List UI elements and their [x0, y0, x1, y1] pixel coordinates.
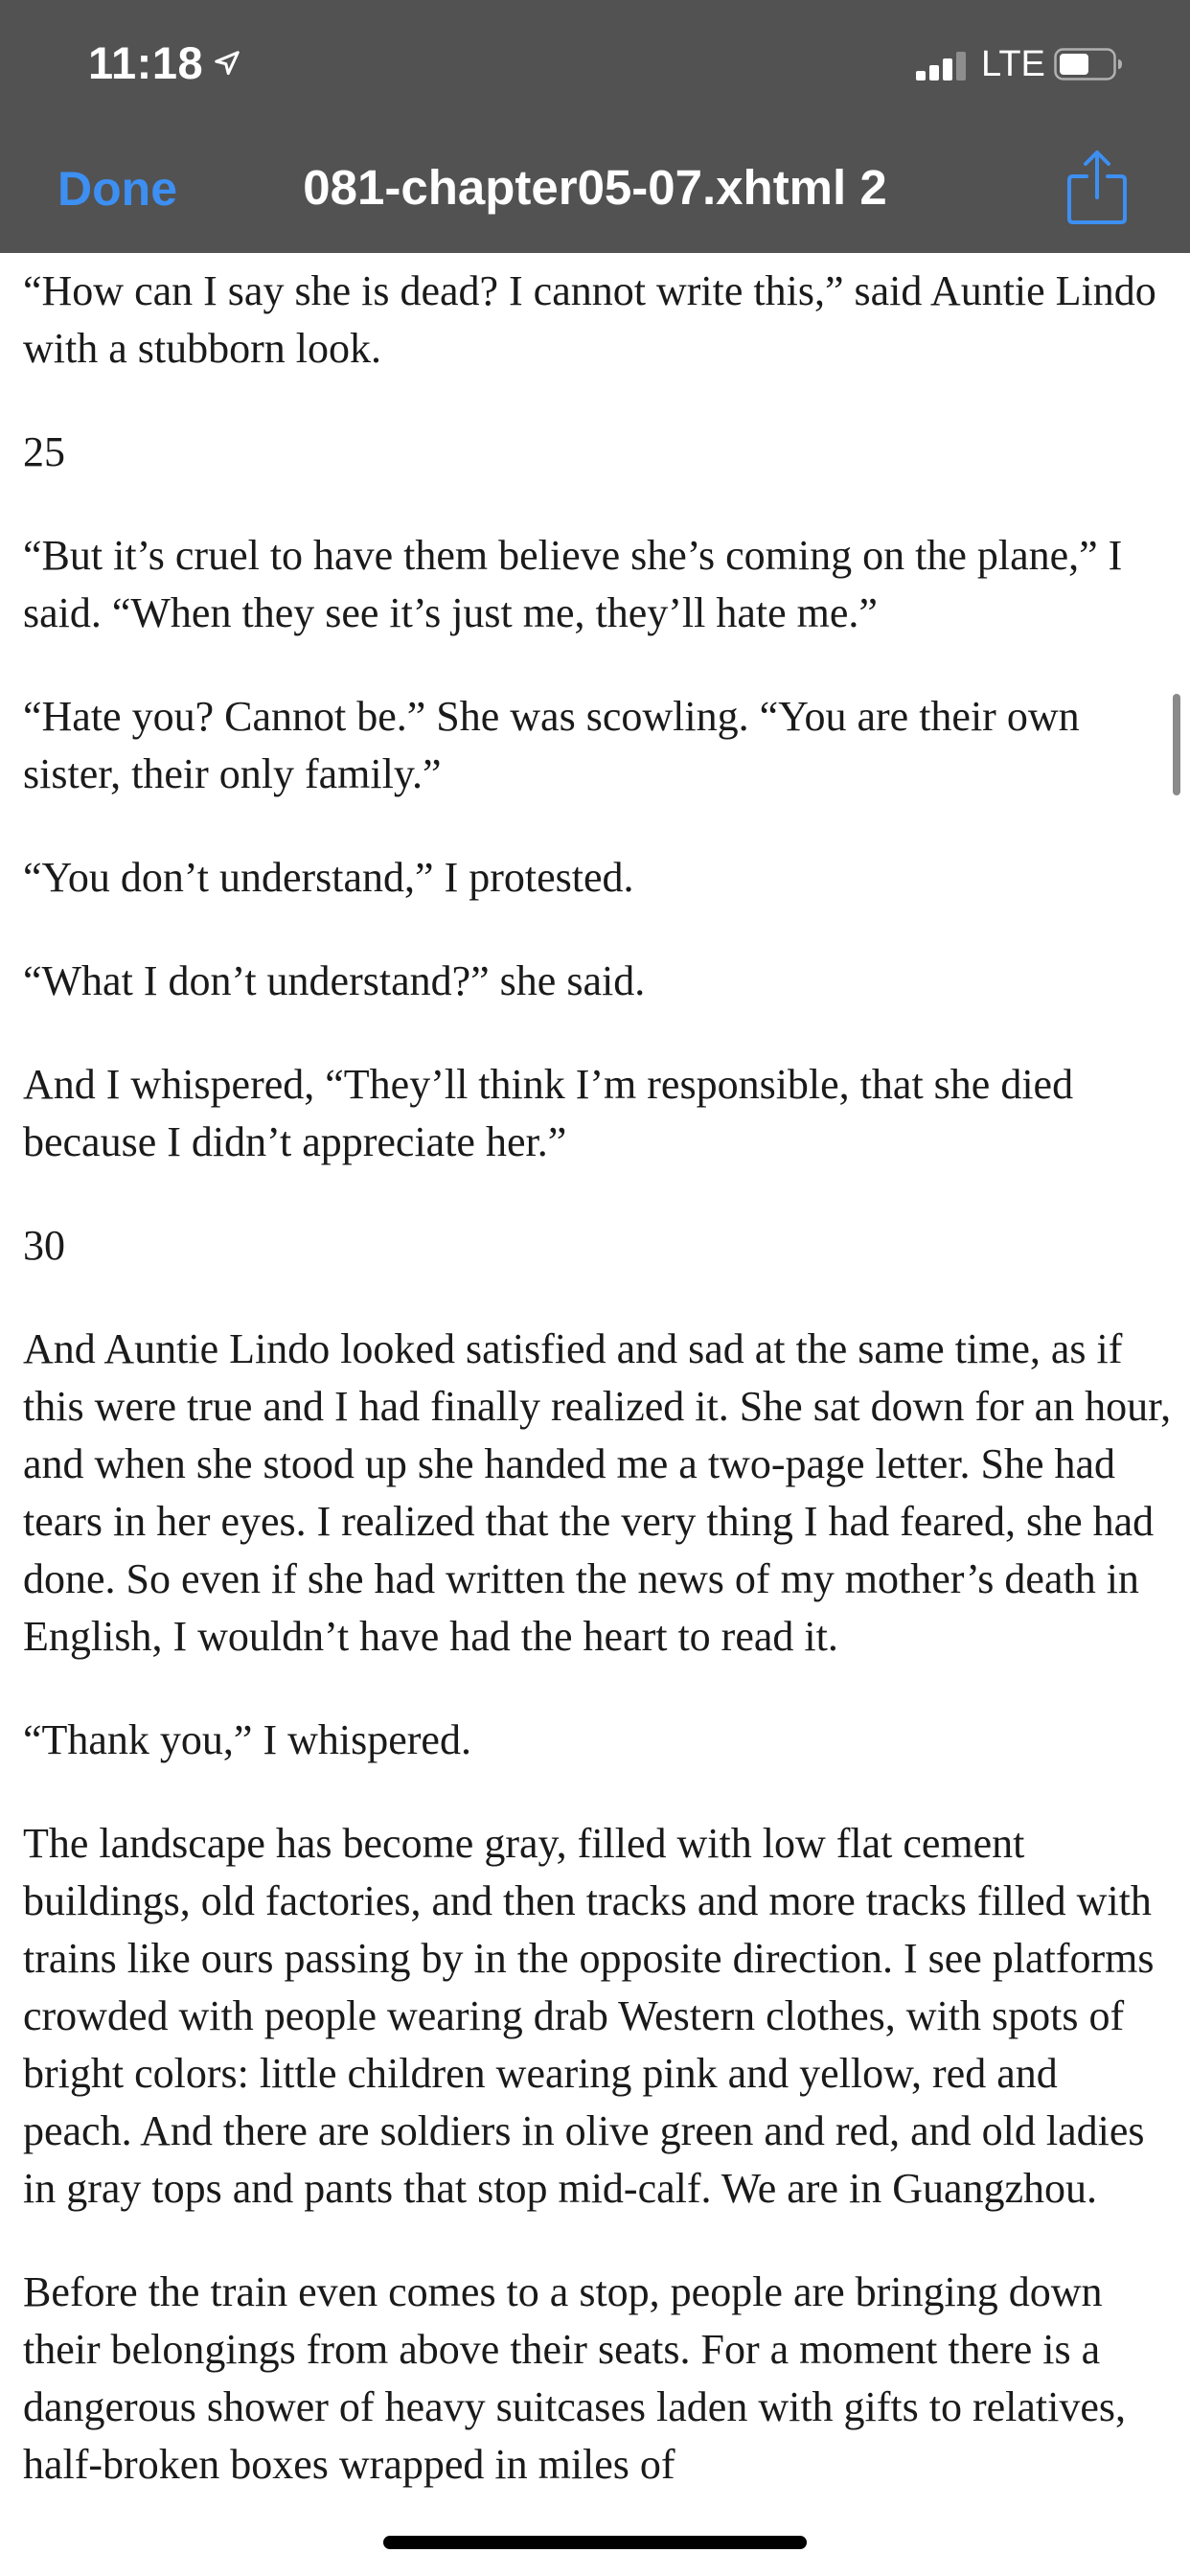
page-number: 30	[23, 1222, 65, 1269]
done-button[interactable]: Done	[57, 162, 177, 216]
paragraph: “Hate you? Cannot be.” She was scowling. “You are their own sister, their only family.”	[23, 693, 1080, 797]
paragraph: And I whispered, “They’ll think I’m responsible, that she died because I didn’t appreciate her.”	[23, 1061, 1074, 1165]
document-title: 081-chapter05-07.xhtml 2	[303, 160, 887, 215]
paragraph: “Thank you,” I whispered.	[23, 1716, 471, 1763]
chapter-text	[23, 253, 1173, 2540]
share-icon[interactable]	[1064, 150, 1131, 226]
page-number: 25	[23, 428, 65, 475]
home-indicator[interactable]	[383, 2536, 807, 2549]
paragraph: The landscape has become gray, filled with low flat cement buildings, old factories, and then tracks and more tracks filled with trains like ours passing by in the opposite direction. I see platforms crowded with people wearing drab Western clothes, with spots of bright colors: little children wearing pink and yellow, red and peach. And there are soldiers in olive green and red, and old ladies in gray tops and pants that stop mid-calf. We are in Guangzhou.	[23, 1820, 1155, 2212]
scrollbar-thumb[interactable]	[1173, 694, 1180, 795]
network-type: LTE	[981, 44, 1045, 84]
paragraph: “You don’t understand,” I protested.	[23, 854, 634, 901]
cellular-signal-icon	[916, 50, 970, 80]
status-time	[88, 36, 241, 89]
paragraph: “What I don’t understand?” she said.	[23, 957, 646, 1004]
paragraph: Before the train even comes to a stop, people are bringing down their belongings from above their seats. For a moment there is a dangerous shower of heavy suitcases laden with gifts to relatives, half-broken boxes wrapped in miles of	[23, 2268, 1127, 2488]
location-arrow-icon	[213, 49, 241, 78]
paragraph: “How can I say she is dead? I cannot write this,” said Auntie Lindo with a stubborn look.	[23, 267, 1156, 372]
clock: 11:18	[88, 37, 204, 88]
top-bar	[0, 0, 1190, 253]
paragraph: “But it’s cruel to have them believe she’s coming on the plane,” I said. “When they see it’s just me, they’ll hate me.”	[23, 532, 1123, 636]
paragraph: And Auntie Lindo looked satisfied and sad at the same time, as if this were true and I had finally realized it. She sat down for an hour, and when she stood up she handed me a two-page letter. She had tears in her eyes. I realized that the very thing I had feared, she had done. So even if she had written the news of my mother’s death in English, I wouldn’t have had the heart to read it.	[23, 1325, 1172, 1660]
battery-icon	[1054, 48, 1123, 80]
